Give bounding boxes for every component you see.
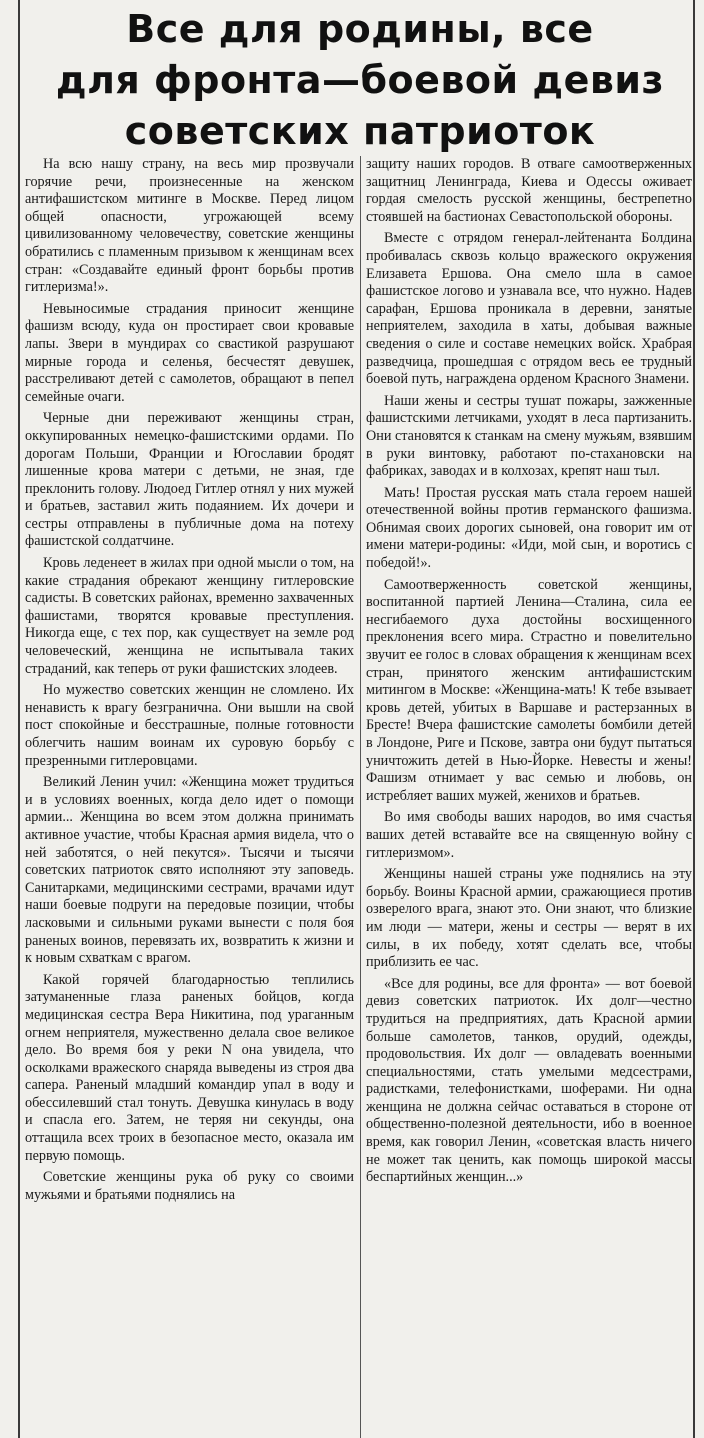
paragraph: Кровь леденеет в жилах при одной мысли о том, на какие страдания обрекают женщину гитлеровские садисты. В советских районах, временно захваченных фашистами, творятся кровавые преступления. Никогда еще, с тех пор, как существует на земле род человеческий, женщина не испытывала таких страданий, как теперь от руки фашистских злодеев. (25, 555, 354, 677)
right-column (366, 156, 692, 1436)
column-divider (360, 156, 361, 1438)
paragraph: Черные дни переживают женщины стран, оккупированных немецко-фашистскими ордами. По дорогам Польши, Франции и Югославии бродят лишенные крова матери с детьми, не зная, где преклонить голову. Людоед Гитлер отнял у них мужей и братьев, заставил жить подаянием. Их дочери и сестры отправлены в публичные дома на потеху фашистской солдатчине. (25, 410, 354, 550)
paragraph: Великий Ленин учил: «Женщина может трудиться и в условиях военных, когда дело идет о помощи армии... Женщина во всем этом должна принимать активное участие, чтобы Красная армия видела, что о ней заботятся, о ней пекутся». Тысячи и тысячи советских патриоток свято исполняют эту заповедь. Санитарками, медицинскими сестрами, врачами идут наши боевые подруги на передовые позиции, чтобы ласковыми и сильными руками вынести с поля боя раненых воинов, перевязать их, возвратить к жизни и к новым схваткам с врагом. (25, 774, 354, 967)
paragraph: Какой горячей благодарностью теплились затуманенные глаза раненых бойцов, когда медицинская сестра Вера Никитина, под ураганным огнем неприятеля, мужественно делала свое великое дело. Во время боя у реки N она увидела, что осколками вражеского снаряда выведены из строя два сапера. Раненый младший командир упал в воду и обессилевший стал тонуть. Девушка кинулась в воду и спасла его. Затем, не теряя ни секунды, она оттащила всех троих в безопасное место, оказала им первую помощь. (25, 971, 354, 1164)
right-margin-rule (693, 0, 695, 1438)
paragraph: Невыносимые страдания приносит женщине фашизм всюду, куда он простирает свои кровавые лапы. Звери в мундирах со свастикой разрушают мирные города и селенья, бесчестят девушек, расстреливают детей с самолетов, обращают в пепел семейные очаги. (25, 300, 354, 405)
left-margin-rule (18, 0, 20, 1438)
left-column (25, 156, 354, 1436)
paragraph: защиту наших городов. В отваге самоотверженных защитниц Ленинграда, Киева и Одессы оживает гордая смелость русской женщины, бестрепетно стоявшей на бастионах Севастопольской обороны. (366, 156, 692, 225)
paragraph: На всю нашу страну, на весь мир прозвучали горячие речи, произнесенные на женском антифашистском митинге в Москве. Перед лицом общей опасности, угрожающей всему цивилизованному человечеству, советские женщины обратились с пламенным призывом к женщинам всех стран: «Создавайте единый фронт борьбы против гитлеризма!». (25, 156, 354, 296)
paragraph: Вместе с отрядом генерал-лейтенанта Болдина пробивалась сквозь кольцо вражеского окружения Елизавета Ершова. Она смело шла в самое фашистское логово и узнавала все, что нужно. Надев сарафан, Ершова проникала в деревни, занятые неприятелем, заходила в хаты, добывая важные сведения о силе и составе немецких войск. Храбрая разведчица, прошедшая с отрядом весь ее трудный боевой путь, награждена орденом Красного Знамени. (366, 230, 692, 388)
paragraph: Но мужество советских женщин не сломлено. Их ненависть к врагу безгранична. Они вышли на свой пост спокойные и бесстрашные, полные готовности облегчить нашим воинам их суровую борьбу с презренными гитлеровцами. (25, 682, 354, 769)
headline-line-2: для фронта—боевой девиз (55, 58, 665, 102)
paragraph: Самоотверженность советской женщины, воспитанной партией Ленина—Сталина, сила ее несгибаемого духа достойны восхищенного преклонения всего мира. Страстно и повелительно звучит ее голос в словах обращения к женщинам всех стран, принятого женским антифашистским митингом в Москве: «Женщина-мать! К тебе взывает кровь детей, убитых в Варшаве и растерзанных в Бресте! Вчера фашистские самолеты бомбили детей в Лондоне, Риге и Пскове, завтра они будут пытаться уничтожить детей в Нью-Йорке. Невесты и жены! Фашизм отнимает у вас семью и любовь, он истребляет ваших мужей, женихов и братьев. (366, 576, 692, 804)
paragraph: Наши жены и сестры тушат пожары, зажженные фашистскими летчиками, уходят в леса партизанить. Они становятся к станкам на смену мужьям, взявшим в руки винтовку, работают по-стахановски на фабриках, заводах и в колхозах, крепят наш тыл. (366, 392, 692, 480)
paragraph: Советские женщины рука об руку со своими мужьями и братьями поднялись на (25, 1169, 354, 1203)
headline (40, 4, 680, 157)
headline-line-1: Все для родины, все (126, 7, 594, 51)
paragraph: «Все для родины, все для фронта» — вот боевой девиз советских патриоток. Их долг—честно трудиться на предприятиях, дать Красной армии больше самолетов, танков, орудий, одежды, продовольствия. Их долг — овладевать военными специальностями, стать умелыми медсестрами, радистками, телефонистками, шоферами. Ни одна женщина не должна сейчас оставаться в стороне от общественно-полезной деятельности, ибо в военное время, как говорил Ленин, «советская власть ничего не может так ценить, как помощь широкой массы беспартийных женщин...» (366, 975, 692, 1186)
paragraph: Женщины нашей страны уже поднялись на эту борьбу. Воины Красной армии, сражающиеся против озверелого врага, знают это. Они знают, что близкие им люди — матери, жены и сестры — верят в их силы, в их победу, хотят сделать все, чтобы приблизить ее час. (366, 866, 692, 971)
paragraph: Во имя свободы ваших народов, во имя счастья ваших детей вставайте все на священную войну с гитлеризмом». (366, 809, 692, 861)
paragraph: Мать! Простая русская мать стала героем нашей отечественной войны против германского фашизма. Обнимая своих дорогих сыновей, она говорит им от имени матери-родины: «Иди, мой сын, и воротись с победой!». (366, 484, 692, 572)
headline-line-3: советских патриоток (124, 109, 596, 153)
